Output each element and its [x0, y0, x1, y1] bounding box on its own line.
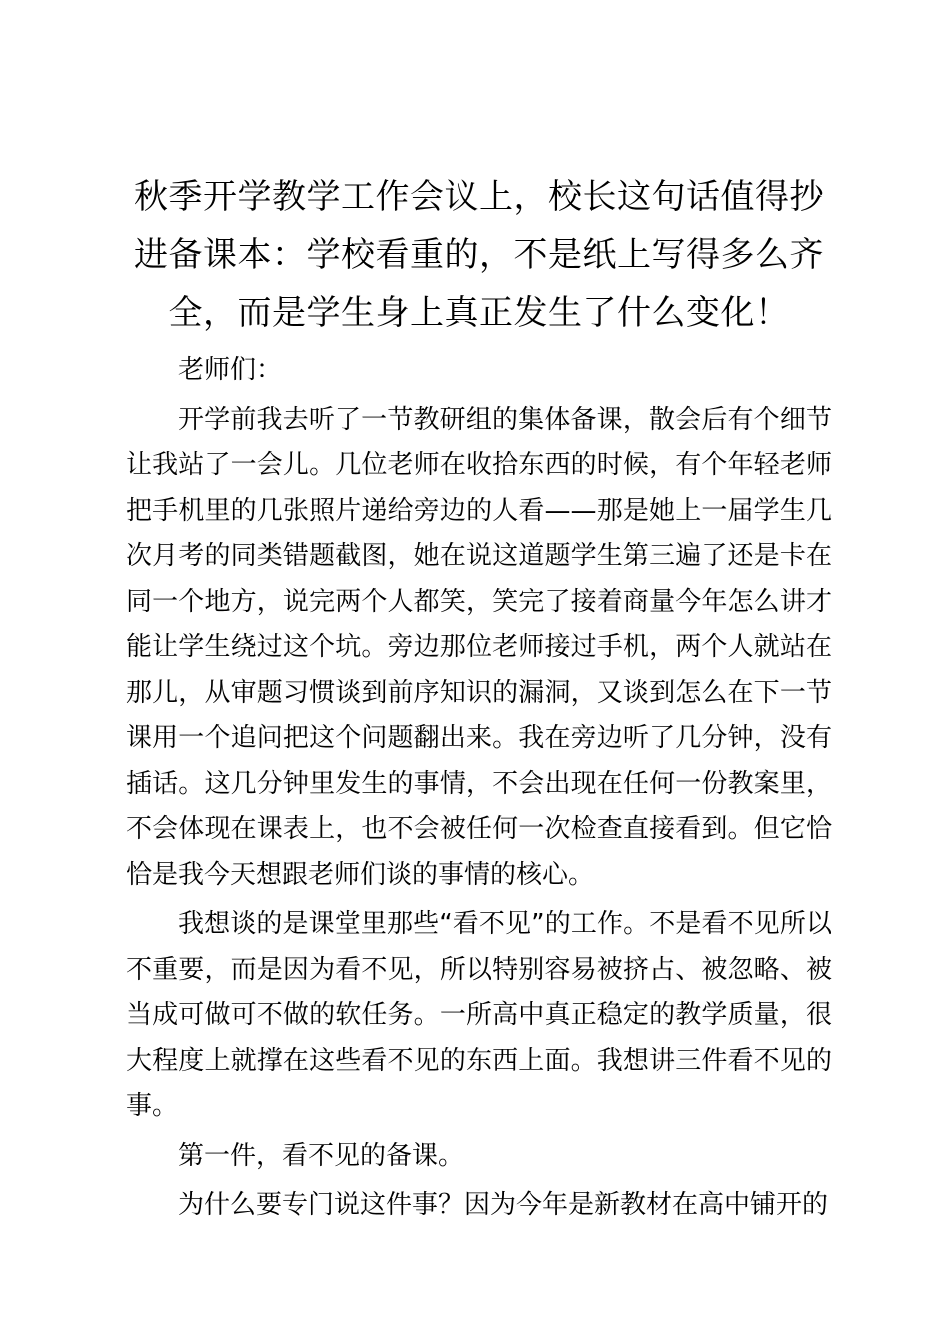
- section-heading-paragraph: 第一件，看不见的备课。: [178, 1140, 465, 1171]
- body-paragraph: 为什么要专门说这件事？因为今年是新教材在高中铺开的: [178, 1190, 829, 1220]
- salutation-paragraph: 老师们：: [178, 355, 283, 385]
- document-content: [126, 168, 832, 1233]
- body-paragraph: 我想谈的是课堂里那些“看不见”的工作。不是看不见所以不重要，而是因为看不见，所以特别容易被挤占、被忽略、被当成可做可不做的软任务。一所高中真正稳定的教学质量，很大程度上就撑在这些看不见的东西上面。我想讲三件看不见的事。: [126, 909, 832, 1121]
- document-body: [126, 348, 832, 1229]
- document-title: 秋季开学教学工作会议上，校长这句话值得抄进备课本：学校看重的，不是纸上写得多么齐全，而是学生身上真正发生了什么变化！: [134, 177, 824, 333]
- body-paragraph: 开学前我去听了一节教研组的集体备课，散会后有个细节让我站了一会儿。几位老师在收拾东西的时候，有个年轻老师把手机里的几张照片递给旁边的人看——那是她上一届学生几次月考的同类错题截图，她在说这道题学生第三遍了还是卡在同一个地方，说完两个人都笑，笑完了接着商量今年怎么讲才能让学生绕过这个坑。旁边那位老师接过手机，两个人就站在那儿，从审题习惯谈到前序知识的漏洞，又谈到怎么在下一节课用一个追问把这个问题翻出来。我在旁边听了几分钟，没有插话。这几分钟里发生的事情，不会出现在任何一份教案里，不会体现在课表上，也不会被任何一次检查直接看到。但它恰恰是我今天想跟老师们谈的事情的核心。: [126, 404, 832, 890]
